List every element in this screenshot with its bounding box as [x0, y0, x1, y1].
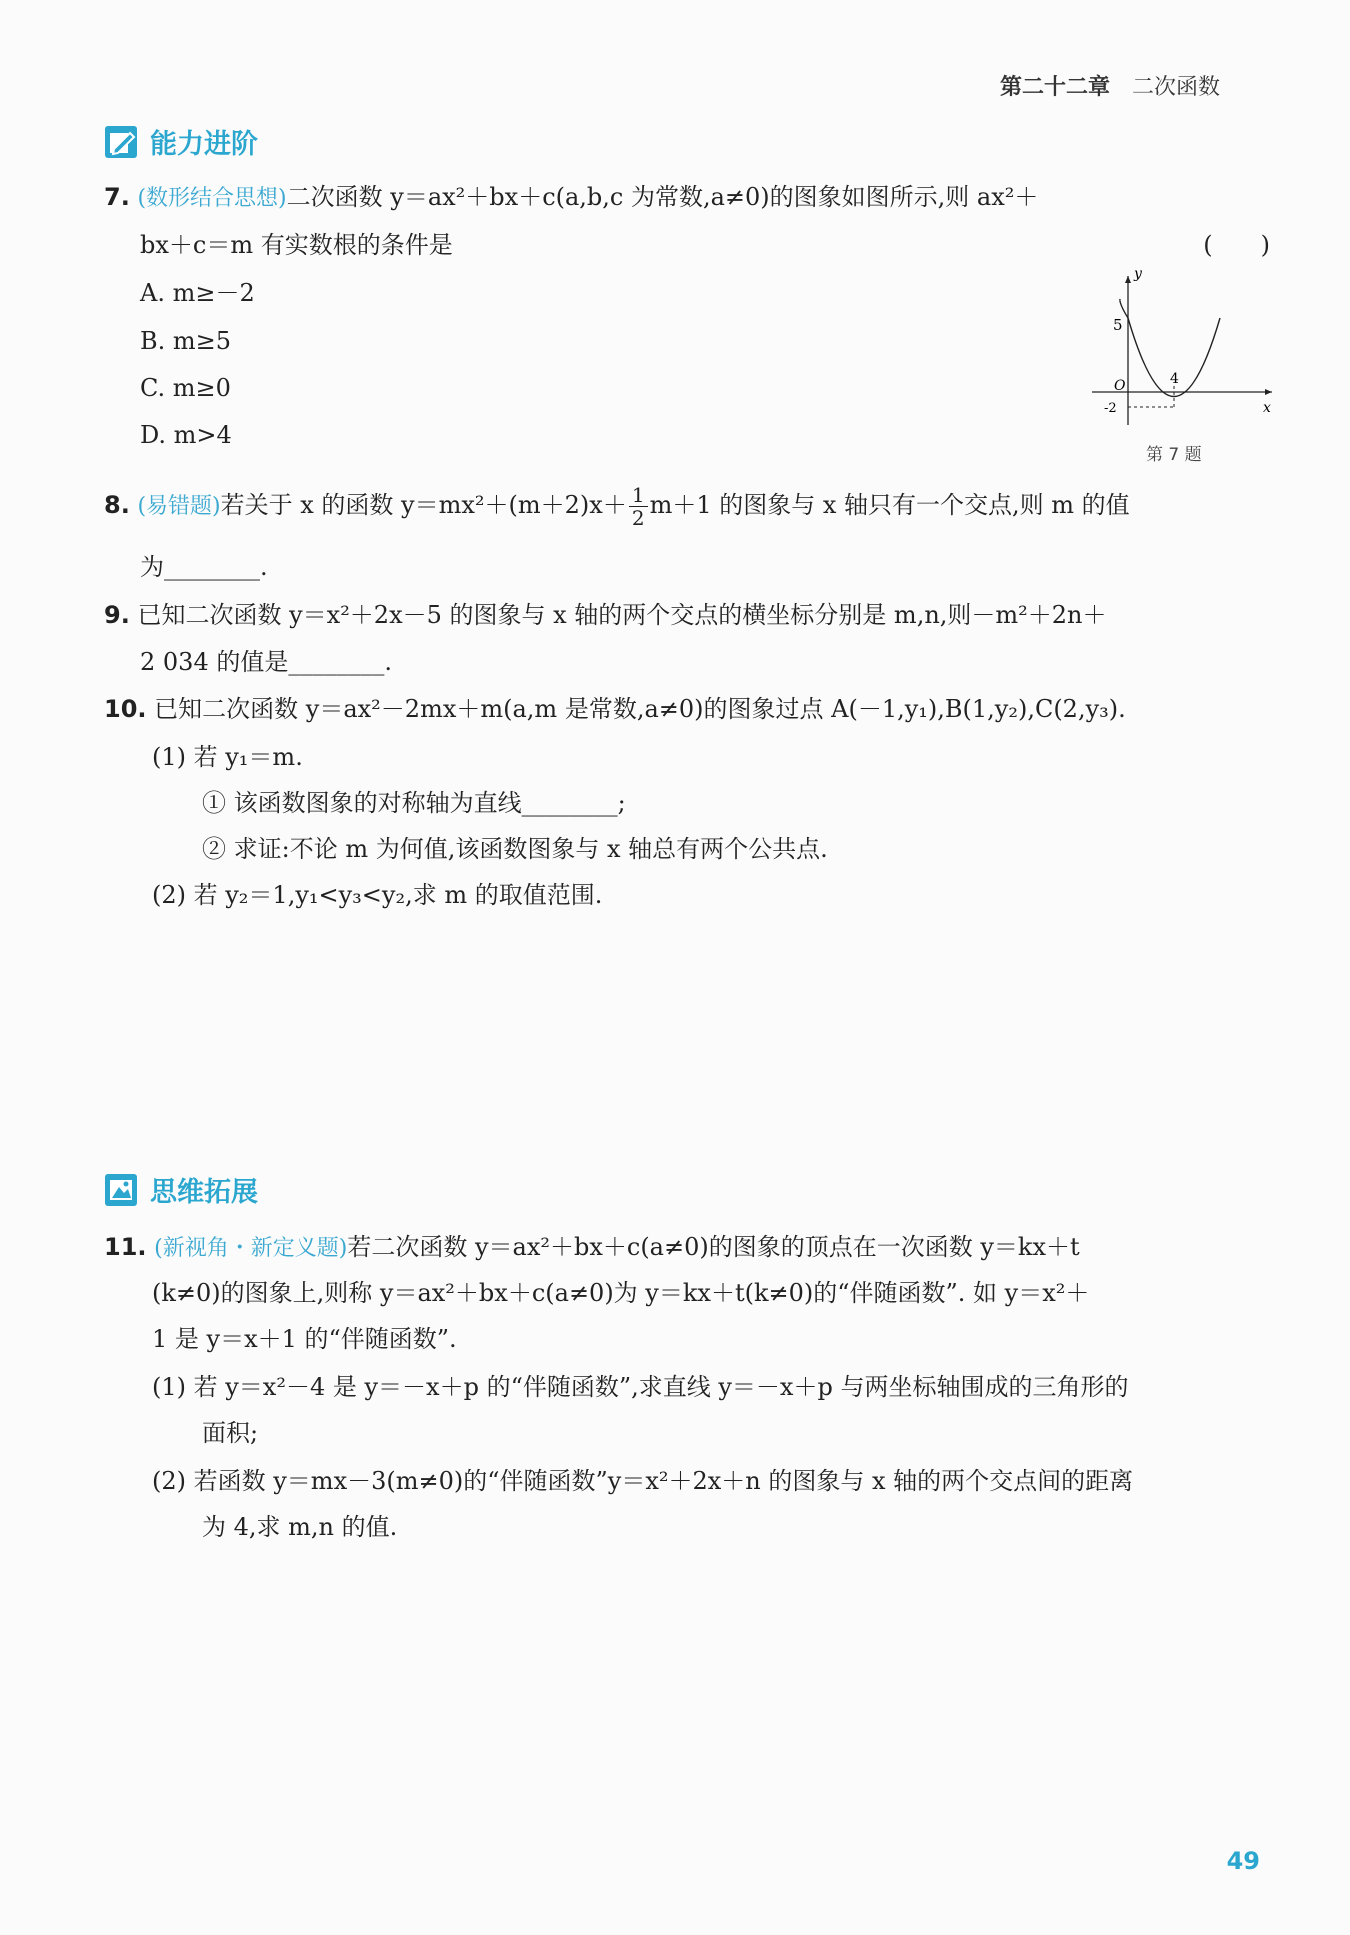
q8-text-pre: 若关于 x 的函数 y＝mx²＋(m＋2)x＋: [220, 491, 627, 519]
q7-parabola-figure: [1090, 270, 1280, 430]
q7-option-d: D. m>4: [140, 421, 232, 449]
fraction-denominator: 2: [631, 506, 645, 530]
q11-part1-line1: (1) 若 y＝x²－4 是 y＝－x＋p 的“伴随函数”,求直线 y＝－x＋p 与两坐标轴围成的三角形的: [152, 1373, 1129, 1401]
section-title: 能力进阶: [150, 129, 258, 160]
q10-part1-b: ② 求证:不论 m 为何值,该函数图象与 x 轴总有两个公共点.: [202, 835, 828, 863]
fraction-numerator: 1: [629, 484, 648, 507]
section-heading-thinking: [104, 1170, 258, 1209]
tick-4: 4: [1170, 371, 1179, 387]
q10-line1: [104, 692, 1126, 726]
q8-number: 8.: [104, 491, 130, 519]
q9-line1: [104, 598, 1107, 632]
q10-part1-a: ① 该函数图象的对称轴为直线________;: [202, 789, 626, 817]
q7-line1: [104, 180, 1038, 216]
q11-line2: (k≠0)的图象上,则称 y＝ax²＋bx＋c(a≠0)为 y＝kx＋t(k≠0)的“伴随函数”. 如 y＝x²＋: [152, 1279, 1090, 1307]
q7-tag: (数形结合思想): [137, 186, 287, 211]
page-number: 49: [1226, 1847, 1260, 1875]
x-axis-arrow: [1265, 389, 1272, 395]
q8-text-post: m＋1 的图象与 x 轴只有一个交点,则 m 的值: [649, 491, 1130, 519]
q9-number: 9.: [104, 601, 130, 629]
q11-text: 若二次函数 y＝ax²＋bx＋c(a≠0)的图象的顶点在一次函数 y＝kx＋t: [347, 1233, 1080, 1261]
q10-number: 10.: [104, 695, 147, 723]
y-label: y: [1134, 270, 1142, 282]
q10-part2: (2) 若 y₂＝1,y₁<y₃<y₂,求 m 的取值范围.: [152, 881, 603, 909]
q7-answer-paren: ( ): [1203, 231, 1270, 259]
q7-line2: bx＋c＝m 有实数根的条件是: [140, 231, 453, 259]
q7-option-c: C. m≥0: [140, 374, 231, 402]
q11-number: 11.: [104, 1233, 147, 1261]
q8-line1: [104, 480, 1130, 532]
q9-text: 已知二次函数 y＝x²＋2x－5 的图象与 x 轴的两个交点的横坐标分别是 m,n,则－m²＋2n＋: [137, 601, 1107, 629]
tick-5: 5: [1113, 316, 1123, 334]
q10-text: 已知二次函数 y＝ax²－2mx＋m(a,m 是常数,a≠0)的图象过点 A(－1,y₁),B(1,y₂),C(2,y₃).: [154, 695, 1126, 723]
mountain-icon: [104, 1173, 140, 1207]
q11-part2-line1: (2) 若函数 y＝mx－3(m≠0)的“伴随函数”y＝x²＋2x＋n 的图象与 x 轴的两个交点间的距离: [152, 1467, 1134, 1495]
q7-number: 7.: [104, 183, 130, 211]
pencil-note-icon: [104, 125, 140, 159]
q8-line2: 为________.: [140, 553, 268, 581]
x-label: x: [1263, 400, 1271, 416]
q11-part1-line2: 面积;: [202, 1419, 259, 1447]
q9-line2: 2 034 的值是________.: [140, 648, 392, 676]
q11-part2-line2: 为 4,求 m,n 的值.: [202, 1513, 398, 1541]
chapter-number: 第二十二章: [999, 75, 1110, 100]
q8-tag: (易错题): [137, 494, 221, 519]
q10-part1: (1) 若 y₁＝m.: [152, 743, 303, 771]
chapter-title: 二次函数: [1131, 75, 1220, 100]
q7-figure-caption: 第 7 题: [1146, 445, 1202, 465]
q11-tag: (新视角・新定义题): [154, 1236, 348, 1261]
origin-label: O: [1114, 378, 1126, 394]
q8-fraction: [629, 484, 648, 529]
section-heading-ability: [104, 122, 258, 161]
running-header: [1000, 70, 1220, 101]
q7-option-b: B. m≥5: [140, 327, 232, 355]
q7-option-a: A. m≥－2: [140, 279, 255, 307]
q7-text: 二次函数 y＝ax²＋bx＋c(a,b,c 为常数,a≠0)的图象如图所示,则 ax²＋: [286, 183, 1039, 211]
section-title: 思维拓展: [150, 1177, 258, 1208]
y-axis-arrow: [1125, 276, 1131, 283]
q11-line1: [104, 1230, 1080, 1266]
q11-line3: 1 是 y＝x＋1 的“伴随函数”.: [152, 1325, 457, 1353]
tick-neg2: -2: [1104, 401, 1117, 416]
